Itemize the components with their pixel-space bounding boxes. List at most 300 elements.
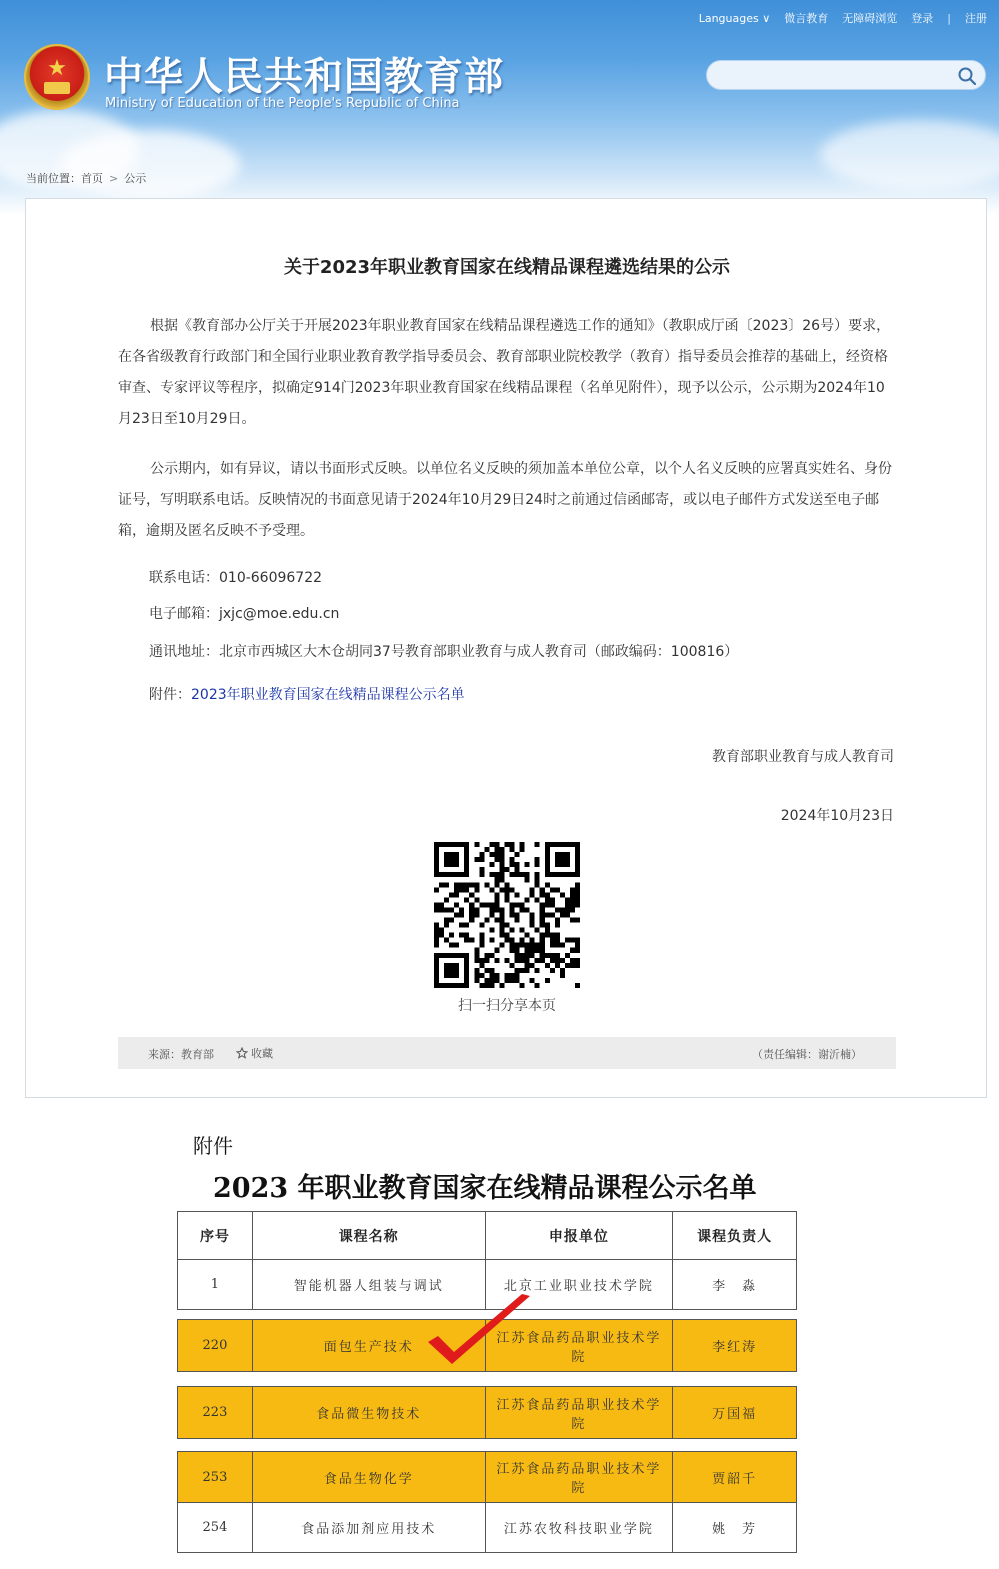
favorite-button[interactable] <box>236 1045 273 1061</box>
qr-module <box>479 943 484 948</box>
qr-module <box>545 912 550 917</box>
qr-module <box>510 912 515 917</box>
qr-module <box>510 963 515 968</box>
qr-module <box>530 938 535 943</box>
qr-module <box>439 907 444 912</box>
qr-module <box>525 872 530 877</box>
qr-module <box>494 907 499 912</box>
qr-module <box>530 953 535 958</box>
qr-module <box>469 902 474 907</box>
contact-address: 通讯地址：北京市西城区大木仓胡同37号教育部职业教育与成人教育司（邮政编码：100816） <box>149 644 739 660</box>
publish-date: 2024年10月23日 <box>780 808 894 824</box>
qr-module <box>510 938 515 943</box>
qr-module <box>484 953 489 958</box>
cell-no: 253 <box>178 1452 253 1502</box>
qr-module <box>449 892 454 897</box>
qr-module <box>489 983 494 988</box>
qr-module <box>545 902 550 907</box>
qr-module <box>489 907 494 912</box>
qr-module <box>489 872 494 877</box>
qr-module <box>525 897 530 902</box>
qr-module <box>499 857 504 862</box>
qr-module <box>520 842 525 847</box>
qr-module <box>494 918 499 923</box>
qr-module <box>540 902 545 907</box>
qr-module <box>499 912 504 917</box>
qr-module <box>545 978 550 983</box>
qr-module <box>575 897 580 902</box>
qr-module <box>570 907 575 912</box>
qr-module <box>515 968 520 973</box>
qr-module <box>474 968 479 973</box>
qr-module <box>545 892 550 897</box>
qr-module <box>560 943 565 948</box>
qr-module <box>479 857 484 862</box>
cell-unit: 江苏食品药品职业技术学院 <box>486 1320 674 1371</box>
qr-module <box>499 983 504 988</box>
qr-module <box>545 963 550 968</box>
attachment-title: 2023 年职业教育国家在线精品课程公示名单 <box>213 1173 757 1204</box>
qr-module <box>479 872 484 877</box>
qr-module <box>570 948 575 953</box>
attachment-link[interactable]: 2023年职业教育国家在线精品课程公示名单 <box>191 687 465 703</box>
qr-module <box>474 842 479 847</box>
qr-module <box>504 867 509 872</box>
qr-module <box>489 887 494 892</box>
qr-module <box>540 948 545 953</box>
qr-module <box>570 892 575 897</box>
qr-module <box>434 907 439 912</box>
qr-module <box>510 907 515 912</box>
qr-module <box>449 918 454 923</box>
qr-module <box>444 907 449 912</box>
qr-module <box>510 943 515 948</box>
cell-lead: 姚 芳 <box>673 1503 797 1552</box>
qr-module <box>504 892 509 897</box>
article-panel <box>25 198 987 1098</box>
qr-module <box>484 983 489 988</box>
qr-caption: 扫一扫分享本页 <box>458 998 556 1014</box>
cell-no: 254 <box>178 1503 253 1552</box>
cell-course: 食品生物化学 <box>253 1452 486 1502</box>
qr-module <box>484 902 489 907</box>
register-link[interactable]: 注册 <box>965 12 987 25</box>
qr-module <box>499 877 504 882</box>
qr-module <box>540 892 545 897</box>
qr-module <box>550 968 555 973</box>
qr-module <box>454 943 459 948</box>
qr-module <box>525 943 530 948</box>
qr-module <box>550 902 555 907</box>
source-label: 来源：教育部 <box>148 1048 214 1061</box>
qr-module <box>484 978 489 983</box>
qr-module <box>494 958 499 963</box>
cell-no: 223 <box>178 1387 253 1438</box>
qr-module <box>494 852 499 857</box>
qr-module <box>530 943 535 948</box>
qr-module <box>484 918 489 923</box>
qr-module <box>489 902 494 907</box>
header-cell-unit: 申报单位 <box>486 1212 674 1259</box>
qr-module <box>504 842 509 847</box>
qr-module <box>525 862 530 867</box>
qr-module <box>474 887 479 892</box>
qr-module <box>555 938 560 943</box>
cloud-decoration <box>820 120 999 190</box>
qr-module <box>565 902 570 907</box>
gate-icon <box>44 82 70 94</box>
qr-module <box>434 902 439 907</box>
qr-module <box>570 902 575 907</box>
qr-module <box>555 933 560 938</box>
qr-module <box>474 978 479 983</box>
qr-module <box>459 933 464 938</box>
qr-module <box>525 953 530 958</box>
qr-module <box>525 958 530 963</box>
search-box[interactable] <box>706 60 986 90</box>
qr-module <box>535 968 540 973</box>
qr-module <box>515 958 520 963</box>
qr-module <box>439 928 444 933</box>
qr-module <box>535 983 540 988</box>
qr-module <box>469 918 474 923</box>
site-header <box>0 0 999 215</box>
qr-module <box>545 933 550 938</box>
qr-module <box>504 887 509 892</box>
qr-module <box>550 943 555 948</box>
attachment-line <box>149 684 465 704</box>
national-emblem-icon[interactable] <box>24 44 90 110</box>
qr-module <box>469 938 474 943</box>
qr-module <box>565 897 570 902</box>
qr-module <box>535 948 540 953</box>
qr-module <box>459 912 464 917</box>
qr-module <box>540 907 545 912</box>
qr-module <box>494 847 499 852</box>
qr-module <box>484 882 489 887</box>
separator: | <box>947 11 951 25</box>
qr-module <box>464 938 469 943</box>
cell-course: 食品微生物技术 <box>253 1387 486 1438</box>
star-outline-icon <box>236 1047 248 1059</box>
qr-module <box>489 852 494 857</box>
qr-module <box>474 973 479 978</box>
qr-module <box>515 953 520 958</box>
qr-module <box>494 877 499 882</box>
top-links <box>699 10 987 26</box>
qr-code-icon <box>434 842 580 988</box>
qr-module <box>570 938 575 943</box>
qr-module <box>499 862 504 867</box>
article-paragraph-1: 根据《教育部办公厅关于开展2023年职业教育国家在线精品课程遴选工作的通知》（教职成厅函〔2023〕26号）要求，在各省级教育行政部门和全国行业职业教育教学指导委员会、教育部职业院校教学（教育）指导委员会推荐的基础上，经资格审查、专家评议等程序，拟确定914门2023年职业教育国家在线精品课程（名单见附件），现予以公示，公示期为2024年10月23日至10月29日。 <box>118 318 891 427</box>
qr-module <box>515 852 520 857</box>
qr-module <box>510 857 515 862</box>
qr-module <box>504 933 509 938</box>
qr-module <box>530 923 535 928</box>
qr-module <box>494 842 499 847</box>
qr-module <box>474 912 479 917</box>
qr-module <box>520 847 525 852</box>
qr-module <box>464 882 469 887</box>
qr-module <box>525 948 530 953</box>
cell-lead: 万国福 <box>673 1387 797 1438</box>
qr-module <box>515 912 520 917</box>
qr-module <box>444 923 449 928</box>
table-header-row <box>177 1211 797 1260</box>
qr-module <box>560 912 565 917</box>
cloud-decoration <box>60 130 240 200</box>
qr-module <box>560 958 565 963</box>
qr-module <box>439 902 444 907</box>
qr-module <box>555 963 560 968</box>
qr-module <box>454 887 459 892</box>
qr-module <box>525 907 530 912</box>
qr-module <box>444 918 449 923</box>
qr-module <box>464 923 469 928</box>
qr-module <box>469 892 474 897</box>
qr-module <box>555 943 560 948</box>
qr-module <box>515 902 520 907</box>
qr-module <box>540 887 545 892</box>
qr-module <box>555 918 560 923</box>
qr-module <box>535 857 540 862</box>
qr-module <box>439 882 444 887</box>
qr-module <box>454 902 459 907</box>
qr-module <box>520 983 525 988</box>
qr-module <box>575 882 580 887</box>
qr-module <box>464 897 469 902</box>
qr-module <box>434 933 439 938</box>
qr-module <box>515 872 520 877</box>
qr-module <box>540 912 545 917</box>
qr-module <box>469 882 474 887</box>
qr-module <box>535 842 540 847</box>
qr-module <box>530 892 535 897</box>
qr-module <box>454 892 459 897</box>
qr-module <box>494 872 499 877</box>
qr-module <box>530 963 535 968</box>
qr-module <box>499 928 504 933</box>
qr-module <box>560 892 565 897</box>
qr-module <box>560 907 565 912</box>
qr-module <box>520 953 525 958</box>
qr-module <box>525 963 530 968</box>
qr-module <box>499 918 504 923</box>
qr-module <box>575 963 580 968</box>
qr-module <box>499 852 504 857</box>
qr-module <box>535 862 540 867</box>
qr-module <box>494 978 499 983</box>
qr-module <box>479 933 484 938</box>
search-icon[interactable] <box>957 66 977 86</box>
qr-module <box>494 902 499 907</box>
qr-module <box>489 912 494 917</box>
qr-module <box>504 923 509 928</box>
qr-module <box>479 983 484 988</box>
breadcrumb-current: 公示 <box>124 172 147 185</box>
contact-phone: 联系电话：010-66096722 <box>149 570 323 586</box>
qr-module <box>515 948 520 953</box>
qr-module <box>479 852 484 857</box>
qr-module <box>570 918 575 923</box>
chevron-right-icon: > <box>109 172 119 185</box>
qr-module <box>530 948 535 953</box>
qr-module <box>469 907 474 912</box>
qr-module <box>515 867 520 872</box>
qr-module <box>494 882 499 887</box>
search-input[interactable] <box>719 61 963 89</box>
qr-module <box>550 953 555 958</box>
qr-module <box>479 902 484 907</box>
breadcrumb-prefix: 当前位置： <box>26 172 81 185</box>
qr-module <box>550 887 555 892</box>
qr-module <box>444 897 449 902</box>
qr-module <box>504 973 509 978</box>
site-title[interactable]: 中华人民共和国教育部 <box>104 55 505 100</box>
qr-module <box>545 928 550 933</box>
accessibility-link[interactable]: 无障碍浏览 <box>842 12 898 25</box>
qr-module <box>530 918 535 923</box>
weiyan-link[interactable]: 微言教育 <box>784 12 829 25</box>
table-row <box>177 1503 797 1553</box>
qr-module <box>494 948 499 953</box>
qr-module <box>520 958 525 963</box>
qr-module <box>459 887 464 892</box>
cell-lead: 李 淼 <box>673 1260 797 1309</box>
qr-module <box>550 958 555 963</box>
qr-module <box>545 923 550 928</box>
qr-module <box>494 897 499 902</box>
qr-module <box>454 912 459 917</box>
qr-module <box>555 923 560 928</box>
breadcrumb-home-link[interactable]: 首页 <box>81 172 103 185</box>
qr-module <box>565 907 570 912</box>
qr-module <box>504 938 509 943</box>
qr-module <box>474 907 479 912</box>
article-footer-bar <box>118 1037 896 1069</box>
qr-module <box>459 907 464 912</box>
header-cell-course: 课程名称 <box>253 1212 486 1259</box>
cell-unit: 北京工业职业技术学院 <box>486 1260 674 1309</box>
qr-module <box>434 938 439 943</box>
qr-module <box>499 867 504 872</box>
qr-module <box>499 872 504 877</box>
qr-module <box>444 938 449 943</box>
qr-module <box>434 923 439 928</box>
qr-module <box>494 857 499 862</box>
attachment-prefix: 附件： <box>149 687 191 703</box>
qr-module <box>474 857 479 862</box>
qr-module <box>520 928 525 933</box>
qr-module <box>515 892 520 897</box>
qr-module <box>489 968 494 973</box>
qr-module <box>489 862 494 867</box>
qr-module <box>499 907 504 912</box>
editor-label: （责任编辑：谢沂楠） <box>752 1048 862 1061</box>
checkmark-icon <box>418 1290 538 1370</box>
qr-module <box>515 862 520 867</box>
login-link[interactable]: 登录 <box>911 12 934 25</box>
contact-email: 电子邮箱：jxjc@moe.edu.cn <box>149 606 340 622</box>
cell-unit: 江苏农牧科技职业学院 <box>486 1503 674 1552</box>
qr-module <box>575 892 580 897</box>
qr-module <box>479 958 484 963</box>
qr-module <box>570 887 575 892</box>
qr-module <box>550 912 555 917</box>
qr-module <box>515 973 520 978</box>
qr-module <box>454 882 459 887</box>
qr-module <box>489 938 494 943</box>
qr-module <box>489 842 494 847</box>
qr-module <box>525 933 530 938</box>
qr-module <box>449 933 454 938</box>
qr-module <box>545 953 550 958</box>
qr-module <box>515 943 520 948</box>
qr-module <box>484 847 489 852</box>
qr-module <box>474 882 479 887</box>
star-icon: ★ <box>47 56 67 81</box>
article-paragraph-2: 公示期内，如有异议，请以书面形式反映。以单位名义反映的须加盖本单位公章，以个人名义反映的应署真实姓名、身份证号，写明联系电话。反映情况的书面意见请于2024年10月29日24时之前通过信函邮寄，或以电子邮件方式发送至电子邮箱，逾期及匿名反映不予受理。 <box>118 461 892 539</box>
qr-module <box>540 918 545 923</box>
qr-module <box>510 862 515 867</box>
qr-module <box>474 948 479 953</box>
qr-module <box>540 958 545 963</box>
header-cell-lead: 课程负责人 <box>673 1212 797 1259</box>
qr-module <box>560 973 565 978</box>
qr-module <box>459 923 464 928</box>
qr-module <box>449 943 454 948</box>
qr-module <box>535 943 540 948</box>
attachment-label: 附件 <box>193 1134 233 1158</box>
qr-module <box>459 882 464 887</box>
qr-module <box>499 847 504 852</box>
qr-module <box>504 882 509 887</box>
qr-module <box>565 912 570 917</box>
qr-module <box>489 953 494 958</box>
qr-module <box>449 907 454 912</box>
qr-module <box>575 918 580 923</box>
qr-module <box>434 887 439 892</box>
qr-module <box>504 978 509 983</box>
languages-link[interactable]: Languages ∨ <box>698 11 771 25</box>
table-row <box>177 1386 797 1439</box>
qr-module <box>444 882 449 887</box>
qr-module <box>499 933 504 938</box>
qr-module <box>575 902 580 907</box>
qr-module <box>535 872 540 877</box>
qr-module <box>479 973 484 978</box>
qr-module <box>540 933 545 938</box>
qr-module <box>464 887 469 892</box>
qr-module <box>499 887 504 892</box>
qr-module <box>520 907 525 912</box>
qr-module <box>565 963 570 968</box>
qr-module <box>555 887 560 892</box>
qr-module <box>474 897 479 902</box>
qr-module <box>510 887 515 892</box>
qr-module <box>535 958 540 963</box>
qr-module <box>499 923 504 928</box>
qr-module <box>535 928 540 933</box>
article-title: 关于2023年职业教育国家在线精品课程遴选结果的公示 <box>283 257 731 278</box>
qr-module <box>469 912 474 917</box>
qr-module <box>484 958 489 963</box>
cell-course: 食品添加剂应用技术 <box>253 1503 486 1552</box>
qr-module <box>520 902 525 907</box>
qr-module <box>510 847 515 852</box>
qr-module <box>510 842 515 847</box>
qr-module <box>494 973 499 978</box>
